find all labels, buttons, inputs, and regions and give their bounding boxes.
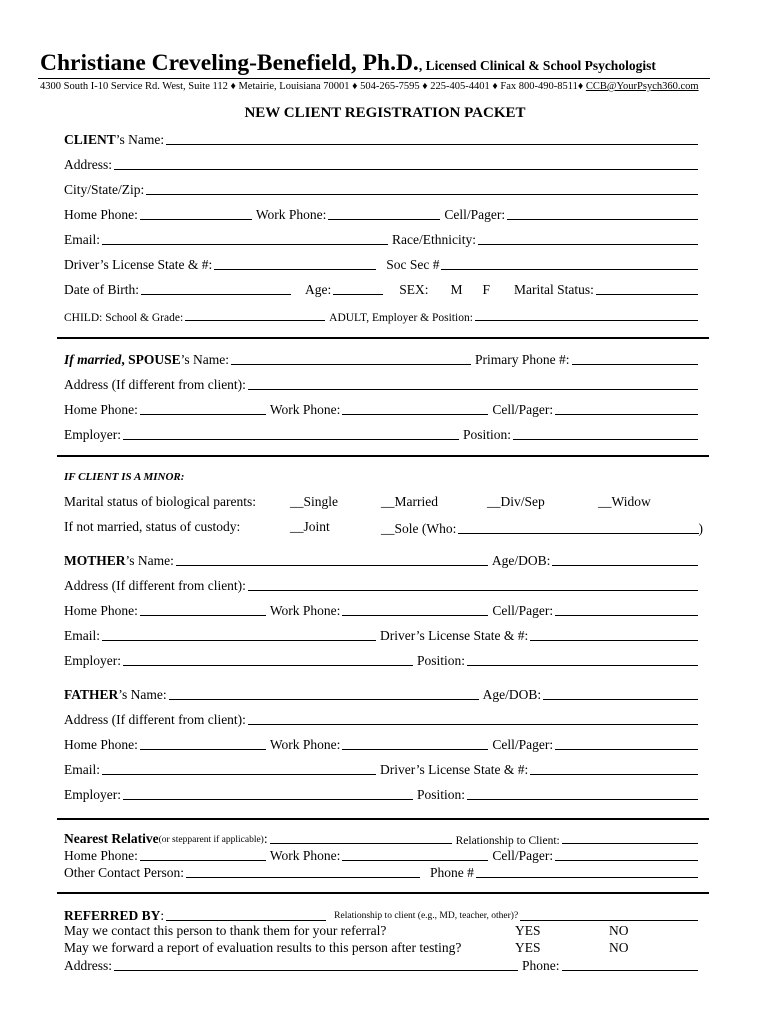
q2-yes-option[interactable]: YES	[515, 940, 541, 955]
father-name-label: ’s Name:	[118, 687, 167, 702]
sole-who-field[interactable]	[458, 532, 698, 534]
father-label: FATHER	[64, 687, 119, 702]
client-cell-label: Cell/Pager:	[444, 207, 506, 222]
other-contact-phone-field[interactable]	[476, 876, 698, 878]
client-name-row	[64, 130, 698, 148]
spouse-home-phone-label: Home Phone:	[64, 402, 138, 417]
relative-name-field[interactable]	[270, 843, 452, 844]
client-dob-field[interactable]	[141, 294, 291, 295]
client-address-row	[64, 155, 698, 173]
client-sex-label: SEX:	[399, 282, 429, 297]
spouse-primary-phone-label: Primary Phone #:	[475, 352, 570, 367]
client-dl-field[interactable]	[214, 269, 376, 270]
father-work-phone-label: Work Phone:	[269, 737, 341, 752]
school-grade-label: CHILD: School & Grade:	[64, 312, 184, 324]
section-divider	[57, 337, 709, 339]
client-address-field[interactable]	[114, 168, 698, 170]
relative-cell-field[interactable]	[555, 859, 698, 861]
client-label: CLIENT	[64, 132, 116, 147]
sex-m-option[interactable]: M	[450, 282, 463, 297]
spouse-home-phone-field[interactable]	[140, 414, 266, 415]
psychologist-name: Christiane Creveling-Benefield, Ph.D.	[40, 50, 419, 76]
custody-label: If not married, status of custody:	[64, 519, 241, 534]
spouse-cell-field[interactable]	[555, 413, 698, 415]
section-divider	[57, 818, 709, 820]
referred-by-label: REFERRED BY	[64, 908, 161, 923]
address-text: 4300 South I-10 Service Rd. West, Suite 112 ♦ Metairie, Louisiana 70001 ♦ 504-265-7595 ♦ 225-405-4401 ♦ Fax 800-490-8511♦	[40, 81, 584, 92]
father-address-field[interactable]	[248, 723, 698, 725]
client-dob-label: Date of Birth:	[64, 282, 139, 297]
if-married-label: If married	[64, 352, 122, 367]
forward-report-question: May we forward a report of evaluation results to this person after testing?	[64, 940, 462, 955]
client-age-field[interactable]	[333, 294, 383, 295]
mother-name-row	[64, 551, 698, 569]
spouse-name-field[interactable]	[231, 364, 471, 365]
referrer-address-row	[64, 956, 698, 974]
single-option[interactable]: __Single	[290, 494, 339, 509]
minor-heading: IF CLIENT IS A MINOR:	[64, 471, 185, 483]
spouse-cell-label: Cell/Pager:	[492, 402, 554, 417]
relative-row	[64, 829, 698, 847]
mother-email-row	[64, 626, 698, 644]
mother-home-phone-label: Home Phone:	[64, 603, 138, 618]
client-city-label: City/State/Zip:	[64, 182, 145, 197]
client-email-row	[64, 230, 698, 248]
spouse-phones-row	[64, 400, 698, 418]
client-city-row	[64, 180, 698, 198]
mother-phones-row	[64, 601, 698, 619]
referred-row	[64, 906, 698, 924]
referrer-relationship-field[interactable]	[520, 919, 698, 921]
client-marital-field[interactable]	[596, 293, 698, 295]
relative-home-phone-label: Home Phone:	[64, 848, 138, 863]
client-ssn-label: Soc Sec #	[386, 257, 440, 272]
stepparent-note: (or stepparent if applicable)	[158, 835, 264, 845]
joint-option[interactable]: __Joint	[290, 519, 330, 534]
father-age-dob-label: Age/DOB:	[482, 687, 542, 702]
father-name-row	[64, 685, 698, 703]
spouse-name-row	[64, 350, 698, 368]
spouse-work-phone-label: Work Phone:	[269, 402, 341, 417]
client-school-row	[64, 306, 698, 324]
father-employer-field[interactable]	[123, 799, 413, 800]
referrer-address-field[interactable]	[114, 970, 518, 971]
spouse-label: , SPOUSE	[121, 352, 181, 367]
referrer-phone-label: Phone:	[522, 958, 560, 973]
spouse-address-field[interactable]	[248, 388, 698, 390]
mother-label: MOTHER	[64, 553, 126, 568]
sole-option[interactable]: __Sole (Who:	[381, 521, 457, 536]
father-employer-label: Employer:	[64, 787, 121, 802]
relative-work-phone-field[interactable]	[342, 860, 488, 861]
client-dl-label: Driver’s License State & #:	[64, 257, 213, 272]
relative-home-phone-field[interactable]	[140, 860, 266, 861]
spouse-name-label: ’s Name:	[180, 352, 230, 367]
father-employer-row	[64, 785, 698, 803]
mother-dl-field[interactable]	[530, 639, 698, 641]
widow-option[interactable]: __Widow	[598, 494, 651, 509]
client-email-field[interactable]	[102, 244, 388, 245]
father-email-label: Email:	[64, 762, 100, 777]
mother-position-label: Position:	[417, 653, 466, 668]
email-link[interactable]: CCB@YourPsych360.com	[585, 81, 699, 92]
referrer-relationship-label: Relationship to client (e.g., MD, teacher, other)?	[334, 911, 519, 921]
client-email-label: Email:	[64, 232, 100, 247]
father-email-row	[64, 760, 698, 778]
father-phones-row	[64, 735, 698, 753]
spouse-work-phone-field[interactable]	[342, 414, 488, 415]
letterhead	[40, 50, 720, 77]
relative-cell-label: Cell/Pager:	[492, 848, 554, 863]
mother-address-label: Address (If different from client):	[64, 578, 246, 593]
relative-relationship-label: Relationship to Client:	[455, 835, 560, 847]
mother-cell-label: Cell/Pager:	[492, 603, 554, 618]
practice-address	[40, 81, 699, 92]
parents-marital-label: Marital status of biological parents:	[64, 494, 256, 509]
spouse-position-field[interactable]	[513, 438, 698, 440]
other-contact-row	[64, 863, 698, 881]
mother-employer-label: Employer:	[64, 653, 121, 668]
divsep-option[interactable]: __Div/Sep	[487, 494, 545, 509]
father-dl-field[interactable]	[530, 773, 698, 775]
spouse-address-row	[64, 375, 698, 393]
adult-employer-field[interactable]	[475, 319, 698, 321]
adult-employer-label: ADULT, Employer & Position:	[329, 312, 473, 324]
client-work-phone-label: Work Phone:	[255, 207, 327, 222]
spouse-address-label: Address (If different from client):	[64, 377, 246, 392]
client-ssn-field[interactable]	[441, 268, 698, 270]
father-age-dob-field[interactable]	[543, 698, 698, 700]
client-age-label: Age:	[304, 282, 332, 297]
mother-employer-field[interactable]	[123, 665, 413, 666]
sole-custody-row	[381, 519, 703, 537]
client-name-label: ’s Name:	[115, 132, 165, 147]
mother-address-field[interactable]	[248, 589, 698, 591]
spouse-primary-phone-field[interactable]	[572, 363, 698, 365]
mother-cell-field[interactable]	[555, 614, 698, 616]
father-email-field[interactable]	[102, 774, 376, 775]
relative-phones-row	[64, 846, 698, 864]
client-work-phone-field[interactable]	[328, 219, 440, 220]
client-name-field[interactable]	[166, 143, 698, 145]
mother-position-field[interactable]	[467, 664, 698, 666]
referred-colon: :	[160, 908, 165, 923]
mother-email-label: Email:	[64, 628, 100, 643]
relative-relationship-field[interactable]	[562, 842, 698, 844]
father-work-phone-field[interactable]	[342, 749, 488, 750]
contact-referrer-question: May we contact this person to thank them for your referral?	[64, 923, 387, 938]
father-cell-field[interactable]	[555, 748, 698, 750]
section-divider	[57, 892, 709, 894]
client-marital-label: Marital Status:	[514, 282, 594, 297]
mother-email-field[interactable]	[102, 640, 376, 641]
referrer-phone-field[interactable]	[562, 969, 698, 971]
q1-no-option[interactable]: NO	[609, 923, 629, 938]
mother-home-phone-field[interactable]	[140, 615, 266, 616]
father-position-label: Position:	[417, 787, 466, 802]
spouse-position-label: Position:	[463, 427, 512, 442]
section-divider	[57, 455, 709, 457]
other-contact-field[interactable]	[186, 877, 420, 878]
client-race-field[interactable]	[478, 243, 698, 245]
father-position-field[interactable]	[467, 798, 698, 800]
sex-f-option[interactable]: F	[482, 282, 491, 297]
mother-name-label: ’s Name:	[125, 553, 174, 568]
mother-work-phone-label: Work Phone:	[269, 603, 341, 618]
mother-address-row	[64, 576, 698, 594]
client-home-phone-field[interactable]	[140, 219, 252, 220]
father-home-phone-field[interactable]	[140, 749, 266, 750]
mother-employer-row	[64, 651, 698, 669]
client-city-field[interactable]	[146, 193, 698, 195]
client-race-label: Race/Ethnicity:	[392, 232, 476, 247]
school-grade-field[interactable]	[185, 320, 325, 321]
father-home-phone-label: Home Phone:	[64, 737, 138, 752]
other-contact-phone-label: Phone #	[429, 865, 474, 880]
psychologist-title: , Licensed Clinical & School Psychologist	[418, 58, 656, 73]
q1-yes-option[interactable]: YES	[515, 923, 541, 938]
mother-dl-label: Driver’s License State & #:	[380, 628, 529, 643]
spouse-employer-row	[64, 425, 698, 443]
relative-colon: :	[263, 831, 268, 846]
other-contact-label: Other Contact Person:	[64, 865, 184, 880]
father-address-row	[64, 710, 698, 728]
client-address-label: Address:	[64, 157, 112, 172]
client-cell-field[interactable]	[507, 218, 698, 220]
father-address-label: Address (If different from client):	[64, 712, 246, 727]
header-rule	[38, 78, 710, 79]
father-cell-label: Cell/Pager:	[492, 737, 554, 752]
referrer-address-label: Address:	[64, 958, 112, 973]
mother-age-dob-label: Age/DOB:	[491, 553, 551, 568]
mother-work-phone-field[interactable]	[342, 615, 488, 616]
close-paren: )	[698, 521, 703, 536]
q2-no-option[interactable]: NO	[609, 940, 629, 955]
client-dl-row	[64, 255, 698, 273]
nearest-relative-label: Nearest Relative	[64, 831, 159, 846]
form-title: NEW CLIENT REGISTRATION PACKET	[244, 105, 526, 121]
client-phones-row	[64, 205, 698, 223]
mother-name-field[interactable]	[176, 565, 488, 566]
client-dob-row	[64, 280, 698, 298]
client-home-phone-label: Home Phone:	[64, 207, 138, 222]
father-dl-label: Driver’s License State & #:	[380, 762, 529, 777]
spouse-employer-field[interactable]	[123, 439, 459, 440]
spouse-employer-label: Employer:	[64, 427, 121, 442]
married-option[interactable]: __Married	[381, 494, 438, 509]
referred-by-field[interactable]	[166, 920, 326, 921]
relative-work-phone-label: Work Phone:	[269, 848, 341, 863]
mother-age-dob-field[interactable]	[552, 564, 698, 566]
father-name-field[interactable]	[169, 699, 479, 700]
